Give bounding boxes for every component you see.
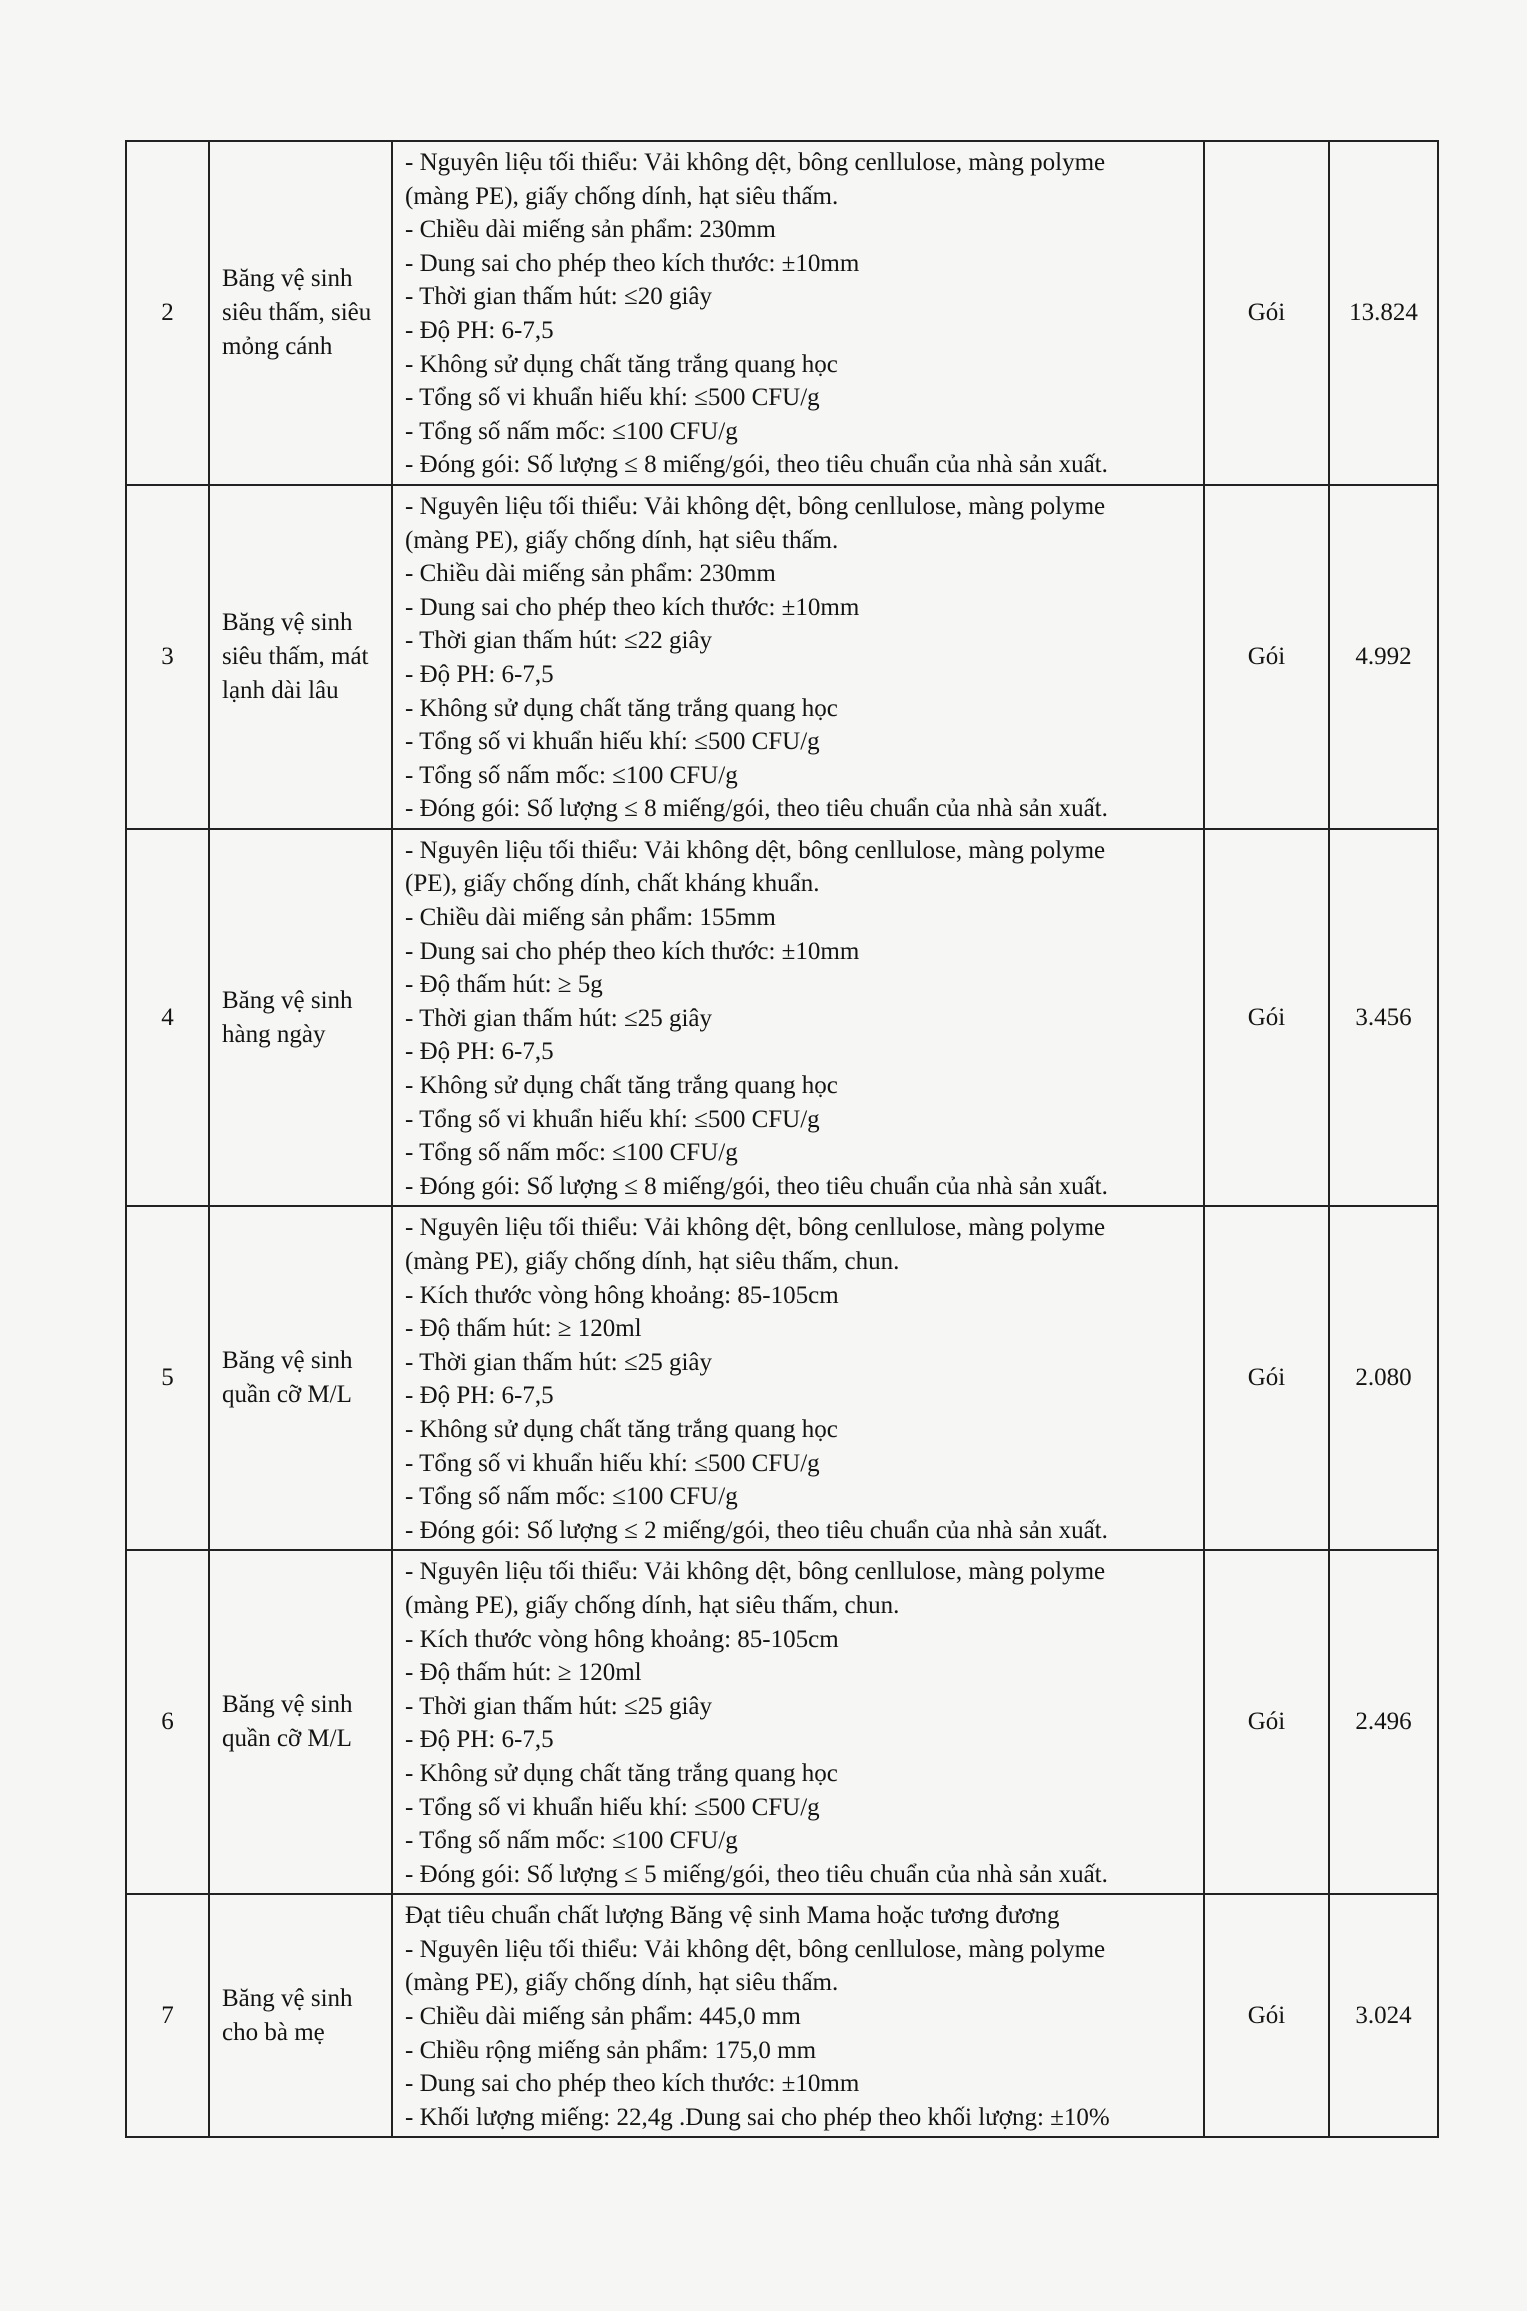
spec-line: - Nguyên liệu tối thiểu: Vải không dệt, bông cenllulose, màng polyme — [405, 1935, 1106, 1963]
product-name: Băng vệ sinh quần cỡ M/L — [209, 1550, 392, 1894]
quantity: 13.824 — [1329, 141, 1438, 485]
unit: Gói — [1204, 485, 1329, 829]
spec-line: (màng PE), giấy chống dính, hạt siêu thấm, chun. — [405, 1591, 900, 1619]
spec-line: - Tổng số nấm mốc: ≤100 CFU/g — [405, 1483, 738, 1511]
spec-line: - Độ PH: 6-7,5 — [405, 1382, 554, 1410]
table-row — [126, 485, 1438, 829]
table-row — [126, 1894, 1438, 2137]
spec-line: - Tổng số vi khuẩn hiếu khí: ≤500 CFU/g — [405, 1449, 820, 1477]
spec-line: - Tổng số vi khuẩn hiếu khí: ≤500 CFU/g — [405, 1793, 820, 1821]
unit: Gói — [1204, 1550, 1329, 1894]
spec-line: - Nguyên liệu tối thiểu: Vải không dệt, bông cenllulose, màng polyme — [405, 1214, 1106, 1242]
quantity: 4.992 — [1329, 485, 1438, 829]
spec-line: - Nguyên liệu tối thiểu: Vải không dệt, bông cenllulose, màng polyme — [405, 492, 1106, 520]
table-body — [126, 141, 1438, 2137]
product-spec — [392, 141, 1204, 485]
spec-line: - Đóng gói: Số lượng ≤ 8 miếng/gói, theo tiêu chuẩn của nhà sản xuất. — [405, 795, 1108, 823]
spec-line: (màng PE), giấy chống dính, hạt siêu thấm. — [405, 1969, 839, 1997]
unit: Gói — [1204, 1206, 1329, 1550]
spec-line: - Đóng gói: Số lượng ≤ 8 miếng/gói, theo tiêu chuẩn của nhà sản xuất. — [405, 1172, 1108, 1200]
product-name: Băng vệ sinh cho bà mẹ — [209, 1894, 392, 2137]
product-spec — [392, 1550, 1204, 1894]
unit: Gói — [1204, 1894, 1329, 2137]
spec-line: - Chiều dài miếng sản phẩm: 155mm — [405, 904, 776, 932]
spec-line: - Dung sai cho phép theo kích thước: ±10mm — [405, 2070, 860, 2098]
spec-line: - Độ PH: 6-7,5 — [405, 1726, 554, 1754]
spec-line: - Độ PH: 6-7,5 — [405, 660, 554, 688]
spec-line: (màng PE), giấy chống dính, hạt siêu thấm. — [405, 182, 839, 210]
unit: Gói — [1204, 829, 1329, 1207]
spec-line: - Tổng số nấm mốc: ≤100 CFU/g — [405, 761, 738, 789]
spec-line: - Thời gian thấm hút: ≤22 giây — [405, 627, 712, 655]
quantity: 2.080 — [1329, 1206, 1438, 1550]
table-row — [126, 1206, 1438, 1550]
spec-line: - Nguyên liệu tối thiểu: Vải không dệt, bông cenllulose, màng polyme — [405, 149, 1106, 176]
spec-line: - Thời gian thấm hút: ≤25 giây — [405, 1004, 712, 1032]
quantity: 3.024 — [1329, 1894, 1438, 2137]
spec-line: - Dung sai cho phép theo kích thước: ±10mm — [405, 593, 860, 621]
spec-line: (PE), giấy chống dính, chất kháng khuẩn. — [405, 870, 820, 898]
table-row — [126, 141, 1438, 485]
spec-line: - Khối lượng miếng: 22,4g .Dung sai cho phép theo khối lượng: ±10% — [405, 2103, 1110, 2131]
spec-line: - Không sử dụng chất tăng trắng quang học — [405, 1415, 838, 1443]
spec-line: - Dung sai cho phép theo kích thước: ±10mm — [405, 249, 860, 277]
table-row — [126, 829, 1438, 1207]
spec-line: - Không sử dụng chất tăng trắng quang học — [405, 1759, 838, 1787]
spec-line: - Chiều rộng miếng sản phẩm: 175,0 mm — [405, 2036, 817, 2064]
spec-line: - Không sử dụng chất tăng trắng quang học — [405, 1072, 838, 1100]
spec-line: - Thời gian thấm hút: ≤20 giây — [405, 283, 712, 311]
row-number: 7 — [126, 1894, 209, 2137]
product-name: Băng vệ sinh hàng ngày — [209, 829, 392, 1207]
spec-line: - Đóng gói: Số lượng ≤ 8 miếng/gói, theo tiêu chuẩn của nhà sản xuất. — [405, 451, 1108, 479]
product-spec — [392, 1206, 1204, 1550]
spec-line: - Tổng số nấm mốc: ≤100 CFU/g — [405, 1827, 738, 1855]
spec-line: - Dung sai cho phép theo kích thước: ±10mm — [405, 937, 860, 965]
product-spec — [392, 829, 1204, 1207]
quantity: 3.456 — [1329, 829, 1438, 1207]
spec-line: - Chiều dài miếng sản phẩm: 230mm — [405, 560, 776, 588]
spec-line: - Đóng gói: Số lượng ≤ 2 miếng/gói, theo tiêu chuẩn của nhà sản xuất. — [405, 1516, 1108, 1544]
row-number: 5 — [126, 1206, 209, 1550]
spec-line: - Nguyên liệu tối thiểu: Vải không dệt, bông cenllulose, màng polyme — [405, 1558, 1106, 1586]
product-spec — [392, 1894, 1204, 2137]
spec-line: - Thời gian thấm hút: ≤25 giây — [405, 1692, 712, 1720]
spec-line: - Độ thấm hút: ≥ 120ml — [405, 1315, 642, 1343]
unit: Gói — [1204, 141, 1329, 485]
spec-line: - Đóng gói: Số lượng ≤ 5 miếng/gói, theo tiêu chuẩn của nhà sản xuất. — [405, 1860, 1108, 1888]
row-number: 2 — [126, 141, 209, 485]
spec-line: - Chiều dài miếng sản phẩm: 445,0 mm — [405, 2003, 801, 2031]
spec-line: - Thời gian thấm hút: ≤25 giây — [405, 1348, 712, 1376]
spec-line: - Kích thước vòng hông khoảng: 85-105cm — [405, 1625, 839, 1653]
spec-line: - Không sử dụng chất tăng trắng quang học — [405, 350, 838, 378]
spec-line: - Nguyên liệu tối thiểu: Vải không dệt, bông cenllulose, màng polyme — [405, 836, 1106, 864]
spec-line: - Độ thấm hút: ≥ 120ml — [405, 1659, 642, 1687]
row-number: 6 — [126, 1550, 209, 1894]
spec-line: - Kích thước vòng hông khoảng: 85-105cm — [405, 1281, 839, 1309]
spec-line: Đạt tiêu chuẩn chất lượng Băng vệ sinh Mama hoặc tương đương — [405, 1902, 1060, 1930]
spec-line: - Độ PH: 6-7,5 — [405, 316, 554, 344]
spec-line: - Tổng số vi khuẩn hiếu khí: ≤500 CFU/g — [405, 384, 820, 412]
table-row — [126, 1550, 1438, 1894]
spec-line: (màng PE), giấy chống dính, hạt siêu thấm, chun. — [405, 1248, 900, 1275]
spec-line: (màng PE), giấy chống dính, hạt siêu thấm. — [405, 526, 839, 554]
spec-line: - Không sử dụng chất tăng trắng quang học — [405, 694, 838, 722]
spec-line: - Tổng số vi khuẩn hiếu khí: ≤500 CFU/g — [405, 1105, 820, 1133]
row-number: 4 — [126, 829, 209, 1207]
spec-line: - Tổng số nấm mốc: ≤100 CFU/g — [405, 417, 738, 445]
product-name: Băng vệ sinh siêu thấm, mát lạnh dài lâu — [209, 485, 392, 829]
product-spec — [392, 485, 1204, 829]
row-number: 3 — [126, 485, 209, 829]
quantity: 2.496 — [1329, 1550, 1438, 1894]
spec-line: - Chiều dài miếng sản phẩm: 230mm — [405, 216, 776, 244]
product-name: Băng vệ sinh quần cỡ M/L — [209, 1206, 392, 1550]
spec-line: - Tổng số vi khuẩn hiếu khí: ≤500 CFU/g — [405, 728, 820, 756]
spec-line: - Tổng số nấm mốc: ≤100 CFU/g — [405, 1139, 738, 1167]
spec-line: - Độ PH: 6-7,5 — [405, 1038, 554, 1066]
spec-line: - Độ thấm hút: ≥ 5g — [405, 971, 603, 999]
product-name: Băng vệ sinh siêu thấm, siêu mỏng cánh — [209, 141, 392, 485]
spec-table — [125, 140, 1439, 2138]
